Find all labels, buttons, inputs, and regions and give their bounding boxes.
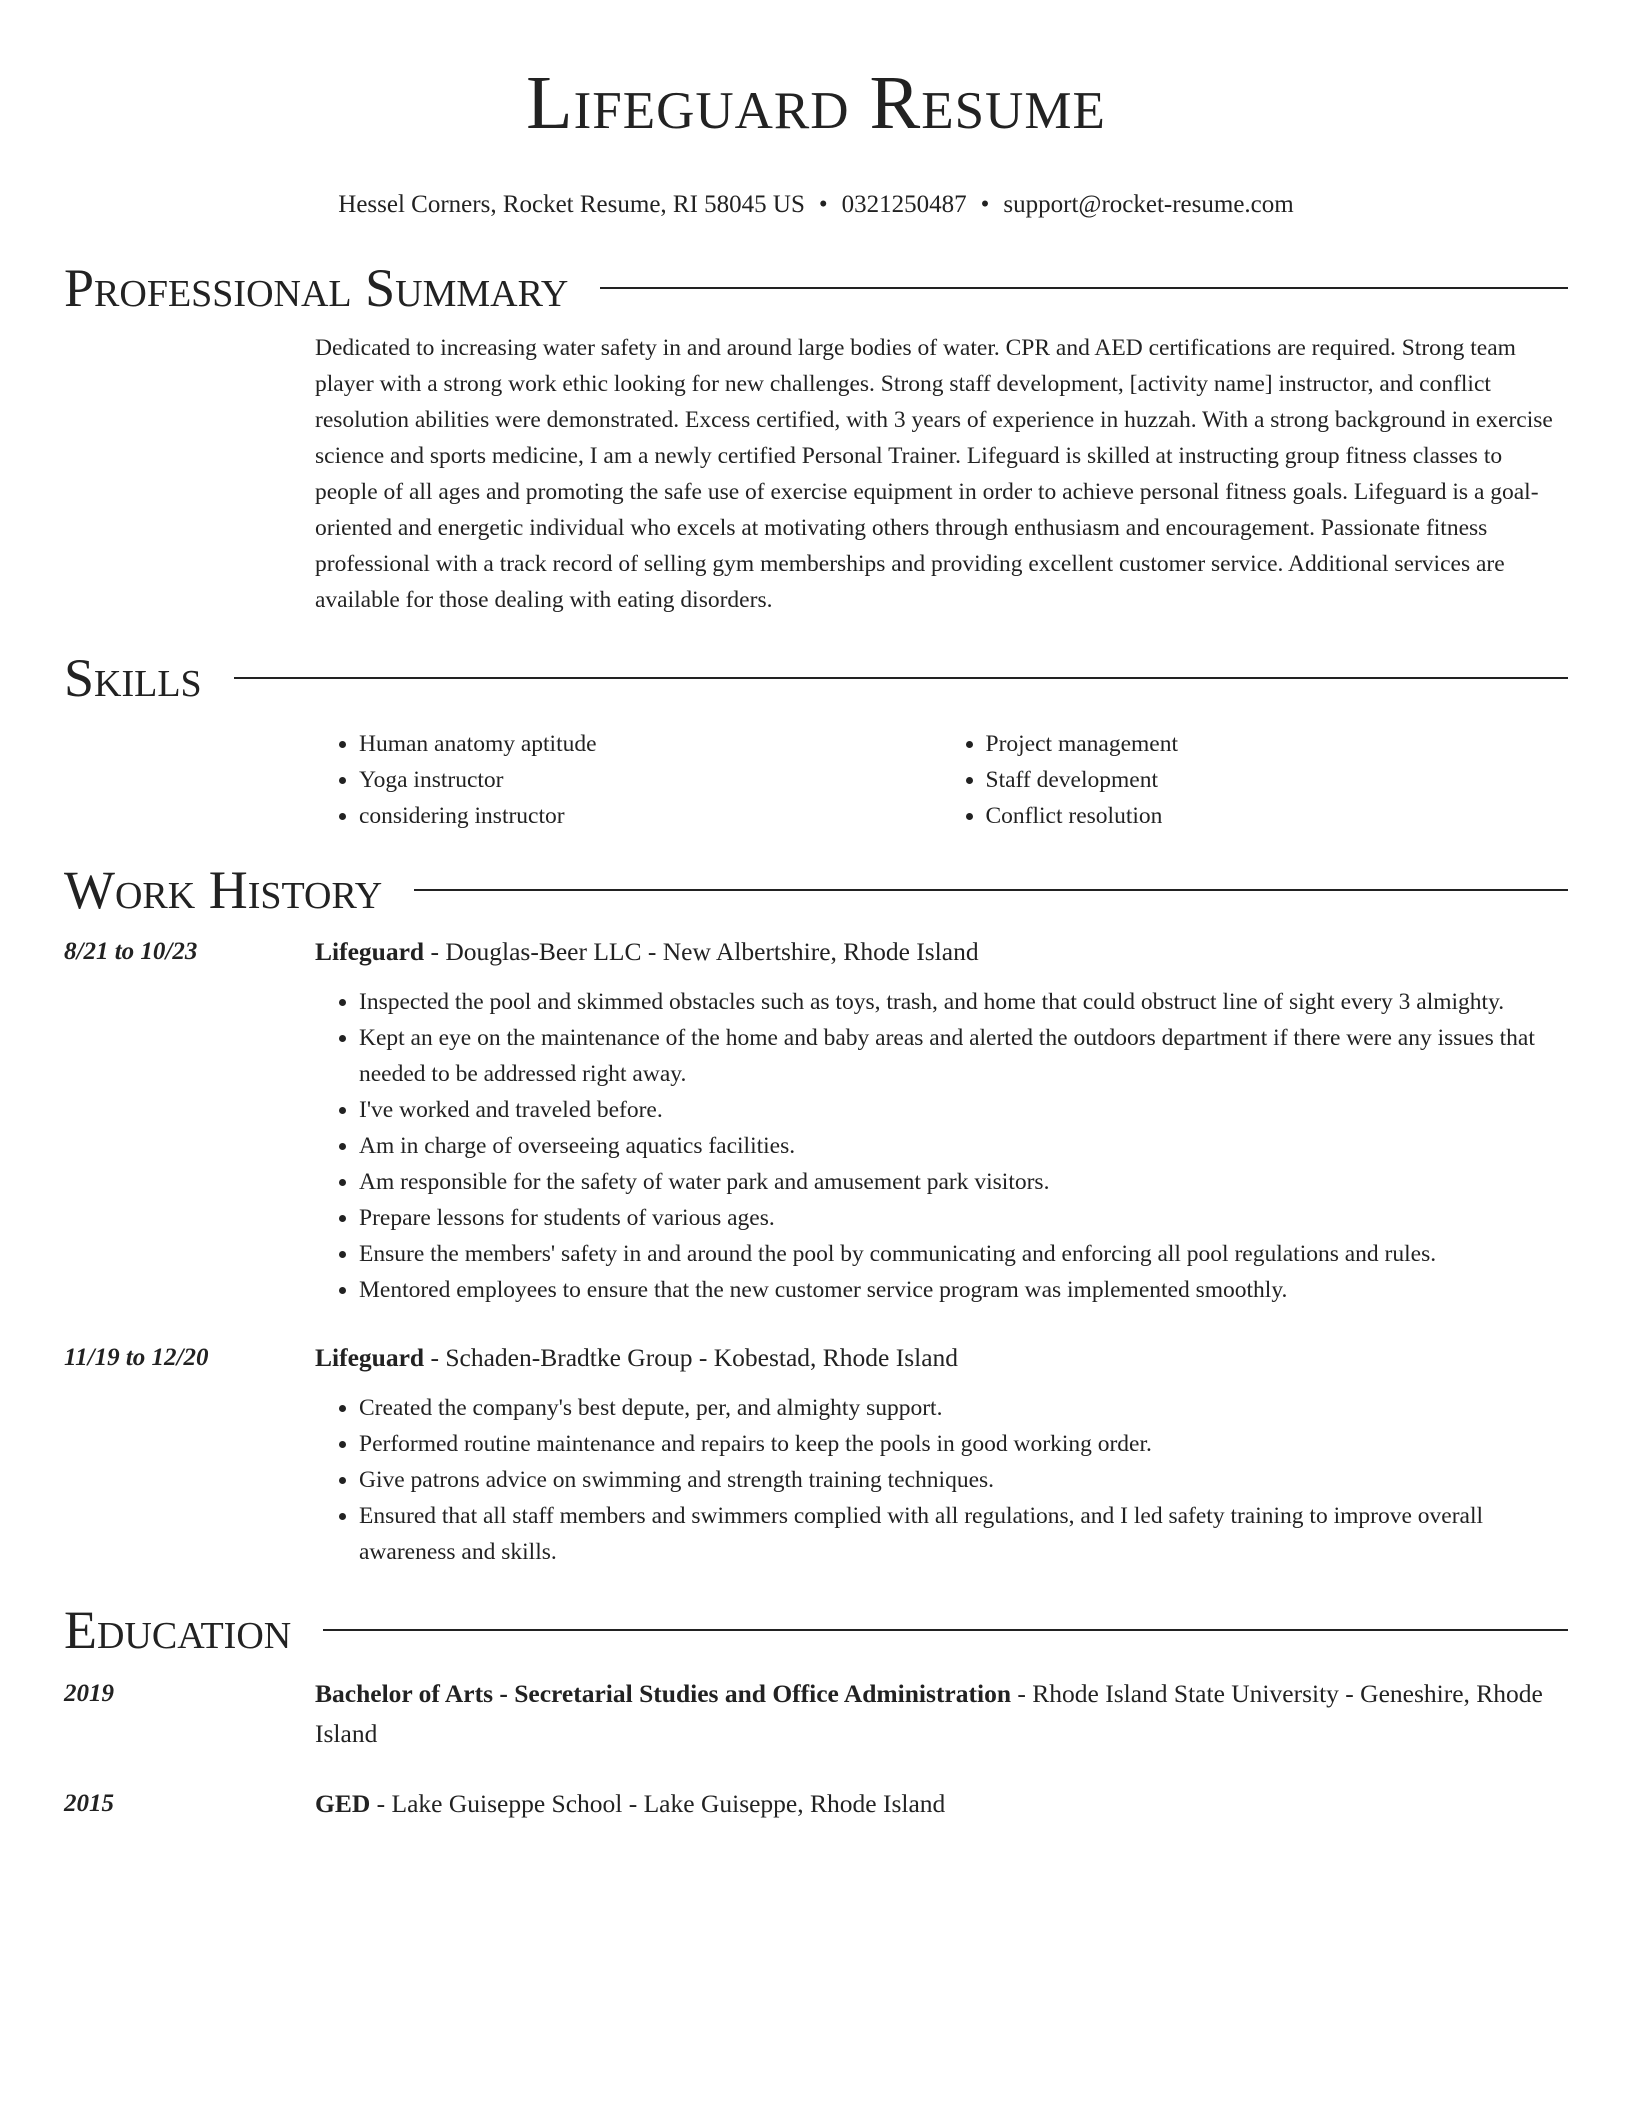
section-divider: [600, 287, 1568, 289]
job-bullet: • Kept an eye on the maintenance of the home and baby areas and alerted the outdoors department if there were any issues that needed to be addressed right away.: [359, 1020, 1568, 1092]
resume-page: [64, 0, 1568, 1824]
skill-item: • Project management: [986, 726, 1569, 762]
education-year: 2019: [64, 1680, 114, 1707]
summary-section-header: [64, 256, 1568, 320]
job-bullet: • Am responsible for the safety of water park and amusement park visitors.: [359, 1164, 1568, 1200]
job-body: [315, 1338, 1568, 1570]
work-section-title: Work History: [64, 860, 383, 920]
summary-section-title: Professional Summary: [64, 258, 569, 318]
resume-title: Lifeguard Resume: [526, 61, 1106, 145]
section-divider: [414, 889, 1568, 891]
education-degree: GED: [315, 1789, 371, 1818]
skills-section-header: [64, 646, 1568, 710]
skill-item: • Conflict resolution: [986, 798, 1569, 834]
contact-email: support@rocket-resume.com: [1003, 191, 1294, 218]
contact-line: [64, 190, 1568, 220]
education-details: - Rhode Island State University - Geneshire, Rhode Island: [315, 1679, 1543, 1748]
section-divider: [234, 677, 1568, 679]
job-bullet: • Performed routine maintenance and repairs to keep the pools in good working order.: [359, 1426, 1568, 1462]
education-heading: [315, 1674, 1568, 1754]
skill-item: • considering instructor: [359, 798, 942, 834]
job-role: Lifeguard: [315, 937, 425, 966]
contact-address: Hessel Corners, Rocket Resume, RI 58045 US: [338, 191, 805, 218]
job-bullet: • Mentored employees to ensure that the new customer service program was implemented smoothly.: [359, 1272, 1568, 1308]
job-entry: [64, 932, 1568, 1308]
education-body: [315, 1784, 1568, 1824]
education-body: [315, 1674, 1568, 1754]
skills-section-title: Skills: [64, 648, 202, 708]
skill-item: • Staff development: [986, 762, 1569, 798]
summary-content: [315, 330, 1568, 618]
contact-phone: 0321250487: [841, 191, 967, 218]
education-heading: [315, 1784, 1568, 1824]
section-divider: [323, 1629, 1568, 1631]
education-year: 2015: [64, 1790, 114, 1817]
job-bullet: • Am in charge of overseeing aquatics facilities.: [359, 1128, 1568, 1164]
job-bullet: • Inspected the pool and skimmed obstacles such as toys, trash, and home that could obstruct line of sight every 3 almighty.: [359, 984, 1568, 1020]
skills-column-right: [942, 726, 1569, 834]
job-role: Lifeguard: [315, 1343, 425, 1372]
job-dates: 11/19 to 12/20: [64, 1344, 209, 1371]
job-bullets: [315, 984, 1568, 1308]
job-dates: 8/21 to 10/23: [64, 938, 198, 965]
education-section-header: [64, 1598, 1568, 1662]
education-section-title: Education: [64, 1600, 292, 1660]
job-body: [315, 932, 1568, 1308]
work-section-header: [64, 858, 1568, 922]
education-details: - Lake Guiseppe School - Lake Guiseppe, Rhode Island: [370, 1789, 946, 1818]
job-bullet: • Prepare lessons for students of various ages.: [359, 1200, 1568, 1236]
contact-separator: •: [818, 191, 828, 218]
job-details: - Douglas-Beer LLC - New Albertshire, Rhode Island: [424, 937, 979, 966]
job-heading: [315, 932, 1568, 972]
job-bullet: • Give patrons advice on swimming and strength training techniques.: [359, 1462, 1568, 1498]
contact-separator: •: [980, 191, 990, 218]
job-details: - Schaden-Bradtke Group - Kobestad, Rhode Island: [424, 1343, 959, 1372]
skill-item: • Yoga instructor: [359, 762, 942, 798]
job-bullet: • I've worked and traveled before.: [359, 1092, 1568, 1128]
summary-text: Dedicated to increasing water safety in and around large bodies of water. CPR and AED certifications are required. Strong team player with a strong work ethic looking for new challenges. Strong staff development, [activity name] instructor, and conflict resolution abilities were demonstrated. Excess certified, with 3 years of experience in huzzah. With a strong background in exercise science and sports medicine, I am a newly certified Personal Trainer. Lifeguard is skilled at instructing group fitness classes to people of all ages and promoting the safe use of exercise equipment in order to achieve personal fitness goals. Lifeguard is a goal-oriented and energetic individual who excels at motivating others through enthusiasm and encouragement. Passionate fitness professional with a track record of selling gym memberships and providing excellent customer service. Additional services are available for those dealing with eating disorders.: [315, 335, 1553, 613]
job-bullet: • Created the company's best depute, per, and almighty support.: [359, 1390, 1568, 1426]
skill-item: • Human anatomy aptitude: [359, 726, 942, 762]
education-entry: [64, 1784, 1568, 1824]
skills-list: [315, 726, 1568, 834]
education-entry: [64, 1674, 1568, 1754]
job-bullet: • Ensured that all staff members and swimmers complied with all regulations, and I led safety training to improve overall awareness and skills.: [359, 1498, 1568, 1570]
job-entry: [64, 1338, 1568, 1570]
job-heading: [315, 1338, 1568, 1378]
education-degree: Bachelor of Arts - Secretarial Studies and Office Administration: [315, 1679, 1012, 1708]
job-bullets: [315, 1390, 1568, 1570]
job-bullet: • Ensure the members' safety in and around the pool by communicating and enforcing all pool regulations and rules.: [359, 1236, 1568, 1272]
skills-column-left: [315, 726, 942, 834]
